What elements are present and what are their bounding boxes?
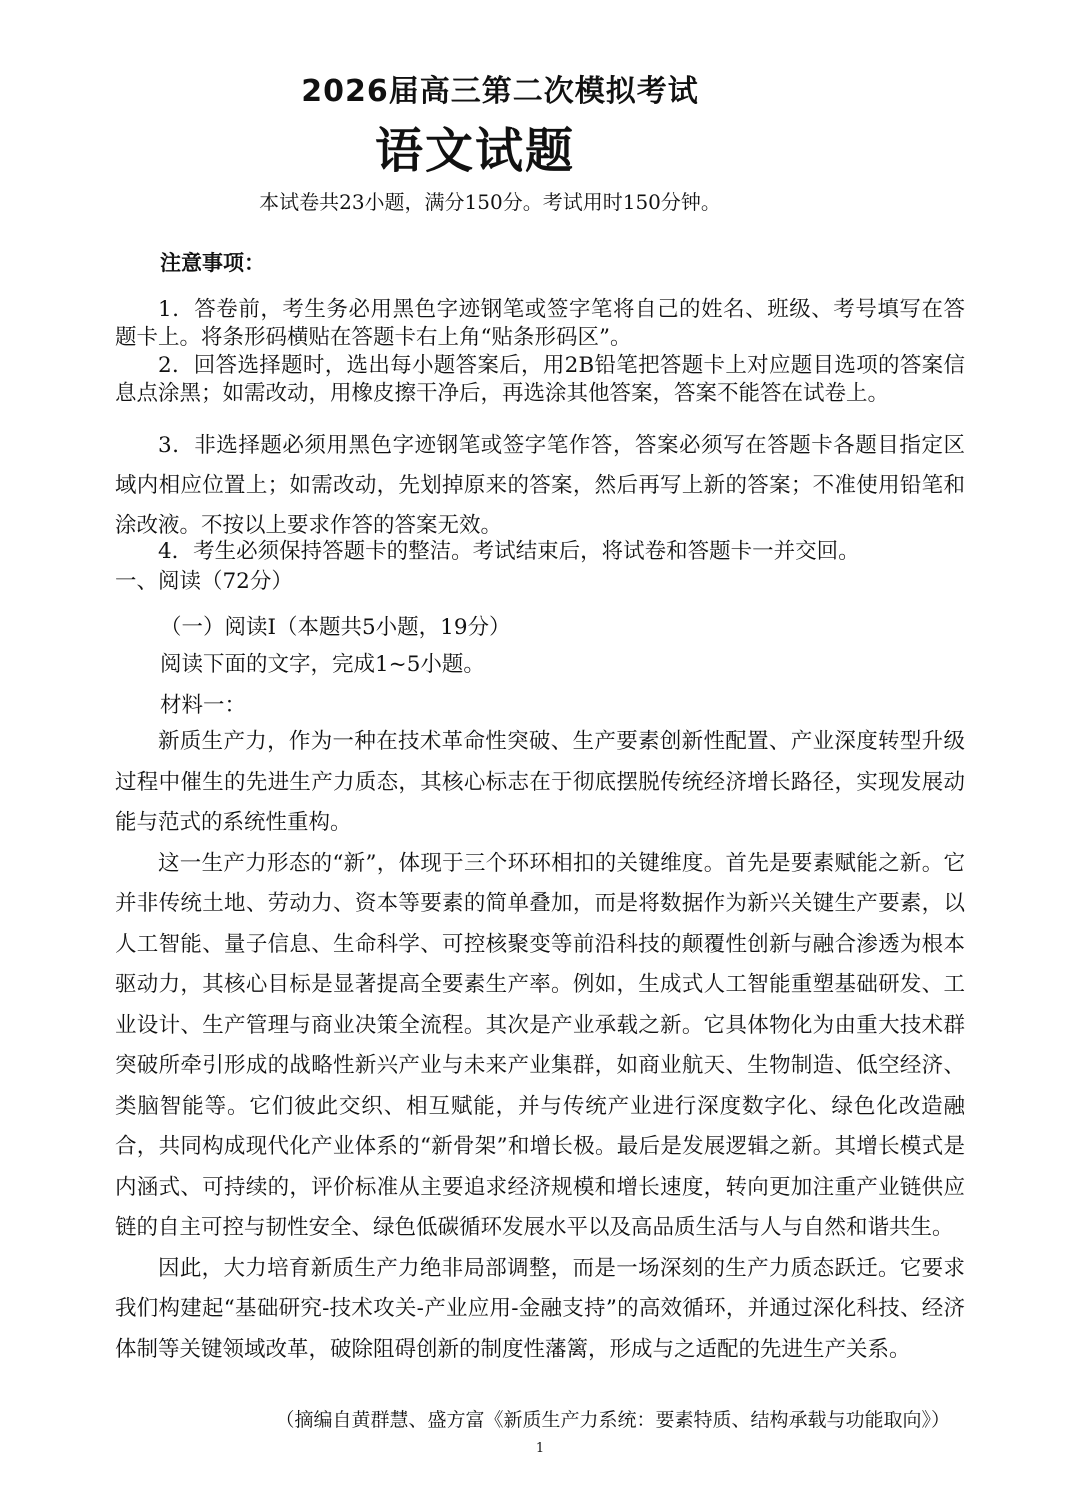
notice-item-3-block: [115, 426, 965, 546]
section-heading: 一、阅读（72分）: [115, 569, 293, 594]
notice-item-1-block: [115, 296, 965, 408]
subject-title: 语文试题: [374, 123, 575, 179]
reading-instruction: 阅读下面的文字，完成1~5小题。: [160, 652, 485, 677]
body-paragraph: 这一生产力形态的“新”，体现于三个环环相扣的关键维度。首先是要素赋能之新。它并非传统土地、劳动力、资本等要素的简单叠加，而是将数据作为新兴关键生产要素，以人工智能、量子信息、生命科学、可控核聚变等前沿科技的颠覆性创新与融合渗透为根本驱动力，其核心目标是显著提高全要素生产率。例如，生成式人工智能重塑基础研发、工业设计、生产管理与商业决策全流程。其次是产业承载之新。它具体物化为由重大技术群突破所牵引形成的战略性新兴产业与未来产业集群，如商业航天、生物制造、低空经济、类脑智能等。它们彼此交织、相互赋能，并与传统产业进行深度数字化、绿色化改造融合，共同构成现代化产业体系的“新骨架”和增长极。最后是发展逻辑之新。其增长模式是内涵式、可持续的，评价标准从主要追求经济规模和增长速度，转向更加注重产业链供应链的自主可控与韧性安全、绿色低碳循环发展水平以及高品质生活与人与自然和谐共生。: [115, 850, 965, 1240]
body-paragraph: 因此，大力培育新质生产力绝非局部调整，而是一场深刻的生产力质态跃迁。它要求我们构建起“基础研究-技术攻关-产业应用-金融支持”的高效循环，并通过深化科技、经济体制等关键领域改革，破除阻碍创新的制度性藩篱，形成与之适配的先进生产关系。: [115, 1255, 965, 1362]
notice-heading: 注意事项：: [160, 251, 265, 275]
material-label: 材料一：: [160, 693, 247, 718]
material-body: [115, 722, 965, 1370]
body-paragraph: 新质生产力，作为一种在技术革命性突破、生产要素创新性配置、产业深度转型升级过程中催生的先进生产力质态，其核心标志在于彻底摆脱传统经济增长路径，实现发展动能与范式的系统性重构。: [115, 729, 965, 835]
notice-item: 1．答卷前，考生务必用黑色字迹钢笔或签字笔将自己的姓名、班级、考号填写在答题卡上。将条形码横贴在答题卡右上角“贴条形码区”。: [115, 297, 965, 350]
section-subheading: （一）阅读I（本题共5小题，19分）: [160, 615, 511, 640]
exam-info: 本试卷共23小题，满分150分。考试用时150分钟。: [259, 190, 721, 214]
notice-item: 2．回答选择题时，选出每小题答案后，用2B铅笔把答题卡上对应题目选项的答案信息点涂黑；如需改动，用橡皮擦干净后，再选涂其他答案，答案不能答在试卷上。: [115, 353, 965, 406]
page-number: 1: [535, 1441, 545, 1456]
notice-item: 3．非选择题必须用黑色字迹钢笔或签字笔作答，答案必须写在答题卡各题目指定区域内相应位置上；如需改动，先划掉原来的答案，然后再写上新的答案；不准使用铅笔和涂改液。不按以上要求作答的答案无效。: [115, 433, 965, 538]
exam-title: 2026届高三第二次模拟考试: [301, 74, 699, 109]
notice-item: 4．考生必须保持答题卡的整洁。考试结束后，将试卷和答题卡一并交回。: [158, 539, 860, 564]
source-citation: （摘编自黄群慧、盛方富《新质生产力系统：要素特质、结构承载与功能取向》）: [275, 1409, 950, 1431]
